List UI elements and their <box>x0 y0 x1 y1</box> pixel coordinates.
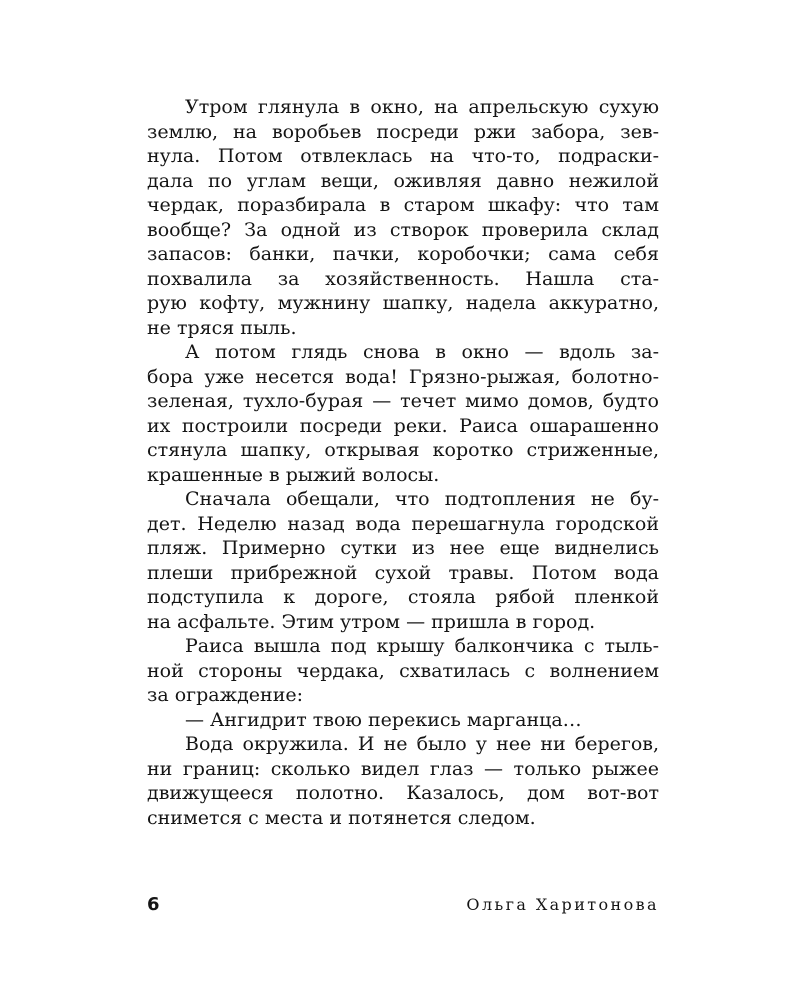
text-line: А потом глядь снова в окно — вдоль за- <box>185 341 659 363</box>
text-line: вообще? За одной из створок проверила склад <box>147 218 659 241</box>
text-line: дет. Неделю назад вода перешагнула городской <box>147 512 659 535</box>
text-line: на асфальте. Этим утром — пришла в город. <box>147 610 596 633</box>
text-line: снимется с места и потянется следом. <box>147 806 536 829</box>
text-line: — Ангидрит твою перекись марганца… <box>185 708 582 731</box>
text-line: похвалила за хозяйственность. Нашла ста- <box>147 267 659 290</box>
paragraph <box>147 340 659 487</box>
text-line: пляж. Примерно сутки из нее еще виднелись <box>147 537 659 559</box>
text-line: плеши прибрежной сухой травы. Потом вода <box>147 561 659 584</box>
page-number: 6 <box>147 894 160 915</box>
text-line: ной стороны чердака, схватилась с волнением <box>147 659 659 682</box>
text-line: Утром глянула в окно, на апрельскую сухую <box>185 96 659 118</box>
text-line: их построили посреди реки. Раиса ошарашенно <box>147 414 659 437</box>
text-line: за ограждение: <box>147 684 304 706</box>
running-head-author: Ольга Харитонова <box>466 895 659 914</box>
text-line: стянула шапку, открывая коротко стриженные, <box>147 439 659 461</box>
text-line: дала по углам вещи, оживляя давно нежилой <box>147 169 659 192</box>
text-line: движущееся полотно. Казалось, дом вот-вот <box>147 782 659 804</box>
body-text <box>147 95 659 830</box>
text-line: крашенные в рыжий волосы. <box>147 463 440 486</box>
text-line: Сначала обещали, что подтопления не бу- <box>185 488 659 510</box>
text-line: чердак, поразбирала в старом шкафу: что там <box>147 194 659 216</box>
text-line: подступила к дороге, стояла рябой пленкой <box>147 586 659 608</box>
text-line: бора уже несется вода! Грязно-рыжая, болотно- <box>147 365 659 388</box>
paragraph <box>147 95 659 340</box>
text-line: Вода окружила. И не было у нее ни берегов, <box>185 733 659 755</box>
dialogue-paragraph <box>147 708 659 733</box>
text-line: ни границ: сколько видел глаз — только рыжее <box>147 757 659 780</box>
paragraph <box>147 487 659 634</box>
text-line: Раиса вышла под крышу балкончика с тыль- <box>185 635 659 657</box>
text-line: нула. Потом отвлеклась на что-то, подраски- <box>147 145 659 167</box>
paragraph <box>147 732 659 830</box>
text-line: землю, на воробьев посреди ржи забора, зев- <box>147 120 659 143</box>
text-line: зеленая, тухло-бурая — течет мимо домов, будто <box>147 390 659 412</box>
text-line: рую кофту, мужнину шапку, надела аккуратно, <box>147 292 659 314</box>
paragraph <box>147 634 659 708</box>
text-line: не тряся пыль. <box>147 316 297 339</box>
text-line: запасов: банки, пачки, коробочки; сама себя <box>147 243 659 265</box>
page-footer <box>147 893 659 917</box>
